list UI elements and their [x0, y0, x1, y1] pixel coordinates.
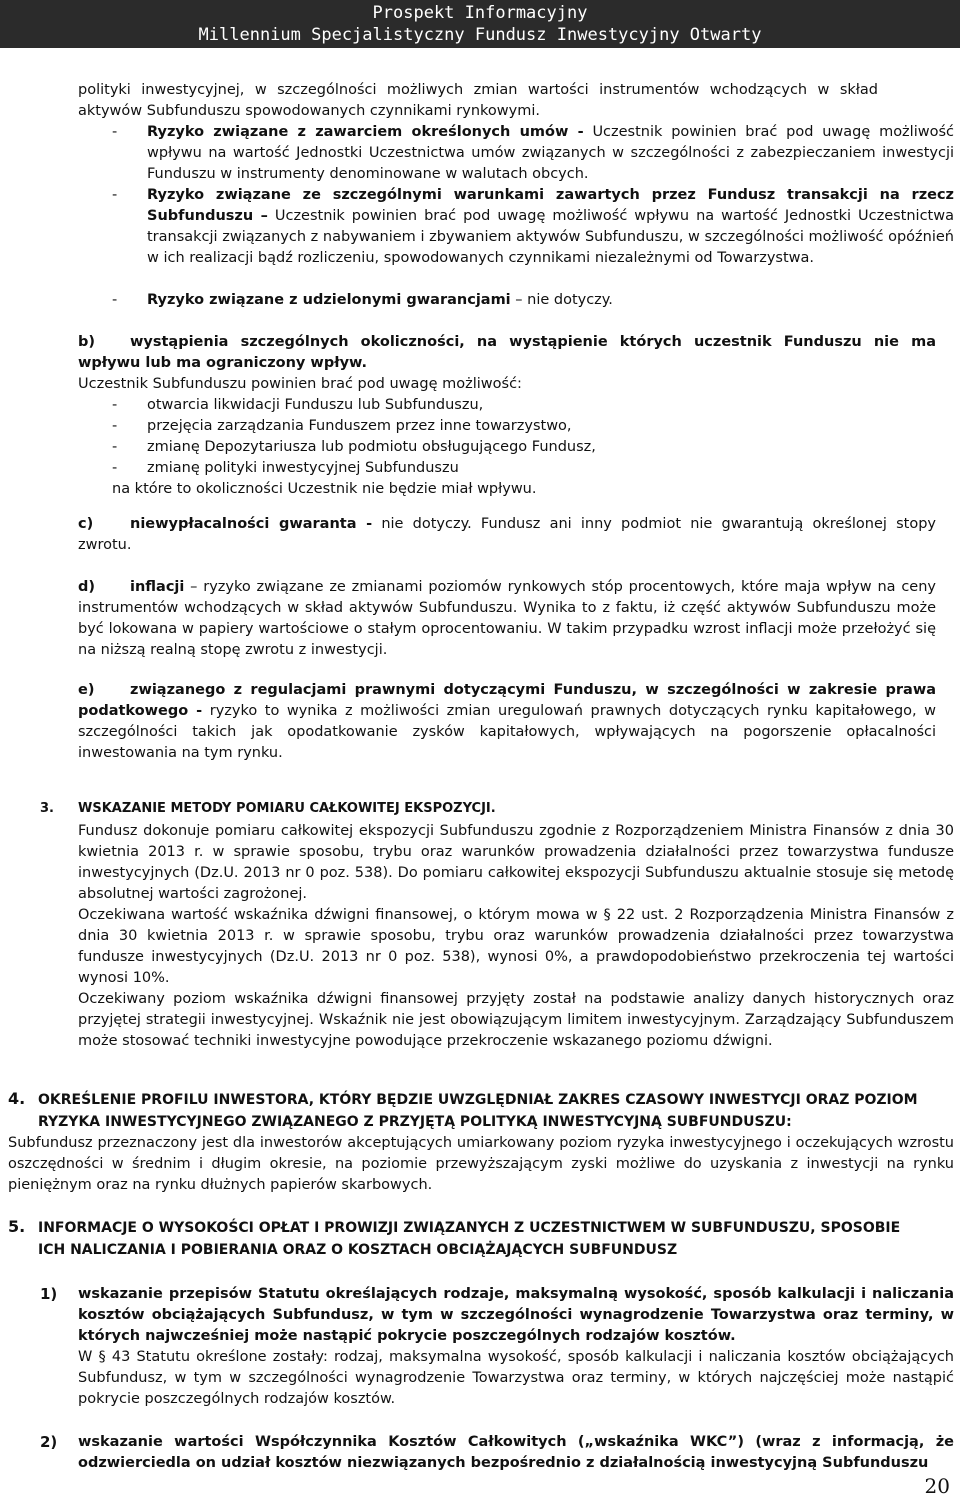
- section-b-title: wystąpienia szczególnych okoliczności, na wystąpienie których uczestnik Funduszu nie ma wpływu lub ma ograniczony wpływ.: [78, 334, 936, 371]
- risk-text: Uczestnik powinien brać pod uwagę możliwość wpływu na wartość Jednostki Uczestnictwa umów związanych w szczególności z zabezpieczaniem inwestycji Funduszu w instrumenty denominowane w walutach obcych.: [147, 124, 954, 182]
- section-5-heading: INFORMACJE O WYSOKOŚCI OPŁAT I PROWIZJI ZWIĄZANYCH Z UCZESTNICTWEM W SUBFUNDUSZU, SPOSOBIE ICH NALICZANIA I POBIERANIA ORAZ O KOSZTACH OBCIĄŻAJĄCYCH SUBFUNDUSZ: [38, 1220, 901, 1258]
- risk-item: [112, 185, 954, 269]
- list-item-text: otwarcia likwidacji Funduszu lub Subfunduszu,: [147, 397, 484, 413]
- section-e-text: ryzyko to wynika z możliwości zmian uregulowań prawnych dotyczących rynku kapitałowego, w szczególności takich jak opodatkowanie zysków kapitałowych, wpływających na pogorszenie opłacalności inwestowania na tym rynku.: [78, 703, 937, 761]
- section-4-text: Subfundusz przeznaczony jest dla inwestorów akceptujących umiarkowany poziom ryzyka inwestycyjnego i oczekujących wzrostu oszczędności w średnim i długim okresie, na poziomie przewyższającym zyski możliwe do uzyskania z inwestycji na rynku pieniężnym oraz na rynku dłużnych papierów skarbowych.: [8, 1135, 954, 1193]
- list-item: - zmianę Depozytariusza lub podmiotu obsługującego Fundusz,: [112, 439, 596, 455]
- section-b-closing: na które to okoliczności Uczestnik nie będzie miał wpływu.: [112, 481, 537, 497]
- section-e-label: e): [78, 682, 95, 698]
- risk-item: [112, 122, 954, 185]
- list-item-text: zmianę polityki inwestycyjnej Subfunduszu: [147, 460, 459, 476]
- section-d-label: d): [78, 579, 96, 595]
- section-5-item-text: W § 43 Statutu określone zostały: rodzaj, maksymalna wysokość, sposób kalkulacji i naliczania kosztów obciążających Subfundusz, w tym w szczególności wynagrodzenie Towarzystwa oraz terminy, w których najczęściej może nastąpić pokrycie poszczególnych rodzajów kosztów.: [78, 1349, 954, 1407]
- section-5-number: 5.: [8, 1217, 26, 1236]
- dash-marker: -: [112, 292, 118, 308]
- header-subtitle: Millennium Specjalistyczny Fundusz Inwestycyjny Otwarty: [198, 25, 762, 45]
- section-c: [78, 514, 936, 556]
- section-e-title: związanego z regulacjami prawnymi dotyczącymi Funduszu, w szczególności w zakresie prawa podatkowego -: [78, 682, 936, 719]
- section-d-text: – ryzyko związane ze zmianami poziomów rynkowych stóp procentowych, które maja wpływ na ceny instrumentów wchodzących w skład aktywów Subfunduszu. Wynika to z faktu, iż część aktywów Subfunduszu może być lokowana w papiery wartościowe o stałym oprocentowaniu. W takim przypadku wzrost inflacji może przełożyć się na niższą realną stopę zwrotu z inwestycji.: [78, 579, 936, 658]
- section-5-item: [78, 1432, 954, 1474]
- section-5-item-label: 2): [40, 1433, 58, 1451]
- section-3-paragraph-1: Fundusz dokonuje pomiaru całkowitej ekspozycji Subfunduszu zgodnie z Rozporządzeniem Ministra Finansów z dnia 30 kwietnia 2013 r. w sprawie sposobu, trybu oraz warunków prowadzenia działalności przez towarzystwa fundusze inwestycyjnych (Dz.U. 2013 nr 0 poz. 538). Do pomiaru całkowitej ekspozycji Subfunduszu aktualnie stosuje się metodę absolutnej wartości zagrożonej.: [78, 823, 954, 902]
- dash-marker: -: [112, 124, 118, 140]
- risk-text: – nie dotyczy.: [510, 292, 613, 308]
- section-c-label: c): [78, 516, 94, 532]
- dash-marker: -: [112, 187, 118, 203]
- header-title: Prospekt Informacyjny: [372, 3, 588, 23]
- section-3-paragraph-2: Oczekiwana wartość wskaźnika dźwigni finansowej, o którym mowa w § 22 ust. 2 Rozporządzenia Ministra Finansów z dnia 30 kwietnia 2013 r. w sprawie sposobu, trybu oraz warunków prowadzenia działalności przez towarzystwa fundusze inwestycyjnych (Dz.U. 2013 nr 0 poz. 538), wynosi 0%, a prawdopodobieństwo przekroczenia tej wartości wynosi 10%.: [78, 907, 954, 986]
- section-5-item: [78, 1284, 954, 1410]
- risk-text: Uczestnik powinien brać pod uwagę możliwość wpływu na wartość Jednostki Uczestnictwa transakcji związanych z nabywaniem i zbywaniem aktywów Subfunduszu, w szczególności możliwość opóźnień w ich realizacji bądź rozliczeniu, spowodowanych czynnikami niezależnymi od Towarzystwa.: [147, 208, 954, 266]
- section-3-paragraph-3: Oczekiwany poziom wskaźnika dźwigni finansowej przyjęty został na podstawie analizy danych historycznych oraz przyjętej strategii inwestycyjnej. Wskaźnik nie jest obowiązującym limitem inwestycyjnym. Zarządzający Subfunduszem może stosować techniki inwestycyjne powodujące przekroczenie wskazanego poziomu dźwigni.: [78, 991, 954, 1049]
- list-item-text: przejęcia zarządzania Funduszem przez inne towarzystwo,: [147, 418, 572, 434]
- section-3-heading: WSKAZANIE METODY POMIARU CAŁKOWITEJ EKSPOZYCJI.: [78, 801, 496, 816]
- section-b-list: [112, 395, 932, 500]
- section-4-heading: OKREŚLENIE PROFILU INWESTORA, KTÓRY BĘDZIE UWZGLĘDNIAŁ ZAKRES CZASOWY INWESTYCJI ORAZ POZIOM RYZYKA INWESTYCYJNEGO ZWIĄZANEGO Z PRZYJĘTĄ POLITYKĄ INWESTYCYJNĄ SUBFUNDUSZU:: [38, 1092, 918, 1130]
- section-3-number: 3.: [40, 801, 54, 816]
- section-5-item-label: 1): [40, 1285, 58, 1303]
- section-5-item-title: wskazanie wartości Współczynnika Kosztów Całkowitych („wskaźnika WKC”) (wraz z informacją, że odzwierciedla on udział kosztów niezwiązanych bezpośrednio z działalnością inwestycyjną Subfunduszu: [78, 1434, 954, 1471]
- section-4-number: 4.: [8, 1089, 26, 1108]
- section-b-label: b): [78, 334, 96, 350]
- risk-title: Ryzyko związane z udzielonymi gwarancjami: [147, 292, 511, 308]
- list-item: - zmianę polityki inwestycyjnej Subfunduszu: [112, 460, 459, 476]
- section-5-item-title: wskazanie przepisów Statutu określających rodzaje, maksymalną wysokość, sposób kalkulacji i naliczania kosztów obciążających Subfundusz, w tym w szczególności wynagrodzenie Towarzystwa oraz terminy, w których najwcześniej może nastąpić pokrycie poszczególnych rodzajów kosztów.: [78, 1286, 954, 1344]
- risk-title: Ryzyko związane ze szczególnymi warunkami zawartych przez Fundusz transakcji na rzecz Subfunduszu –: [147, 187, 954, 224]
- list-item-text: zmianę Depozytariusza lub podmiotu obsługującego Fundusz,: [147, 439, 596, 455]
- list-item: - przejęcia zarządzania Funduszem przez inne towarzystwo,: [112, 418, 572, 434]
- section-c-title: niewypłacalności gwaranta -: [130, 516, 373, 532]
- list-item: - otwarcia likwidacji Funduszu lub Subfunduszu,: [112, 397, 484, 413]
- section-d: [78, 577, 936, 661]
- section-e: [78, 680, 936, 764]
- risk-title: Ryzyko związane z zawarciem określonych umów -: [147, 124, 584, 140]
- section-c-text: nie dotyczy. Fundusz ani inny podmiot nie gwarantują określonej stopy zwrotu.: [78, 516, 936, 553]
- page-number: 20: [924, 1474, 950, 1498]
- section-b-heading: [78, 332, 936, 374]
- page-header: [0, 0, 960, 48]
- intro-paragraph: polityki inwestycyjnej, w szczególności możliwych zmian wartości instrumentów wchodzących w skład aktywów Subfunduszu spowodowanych czynnikami rynkowymi.: [78, 82, 878, 119]
- section-d-title: inflacji: [130, 579, 185, 595]
- risk-item: [112, 290, 954, 311]
- section-b-lead: Uczestnik Subfunduszu powinien brać pod uwagę możliwość:: [78, 376, 522, 392]
